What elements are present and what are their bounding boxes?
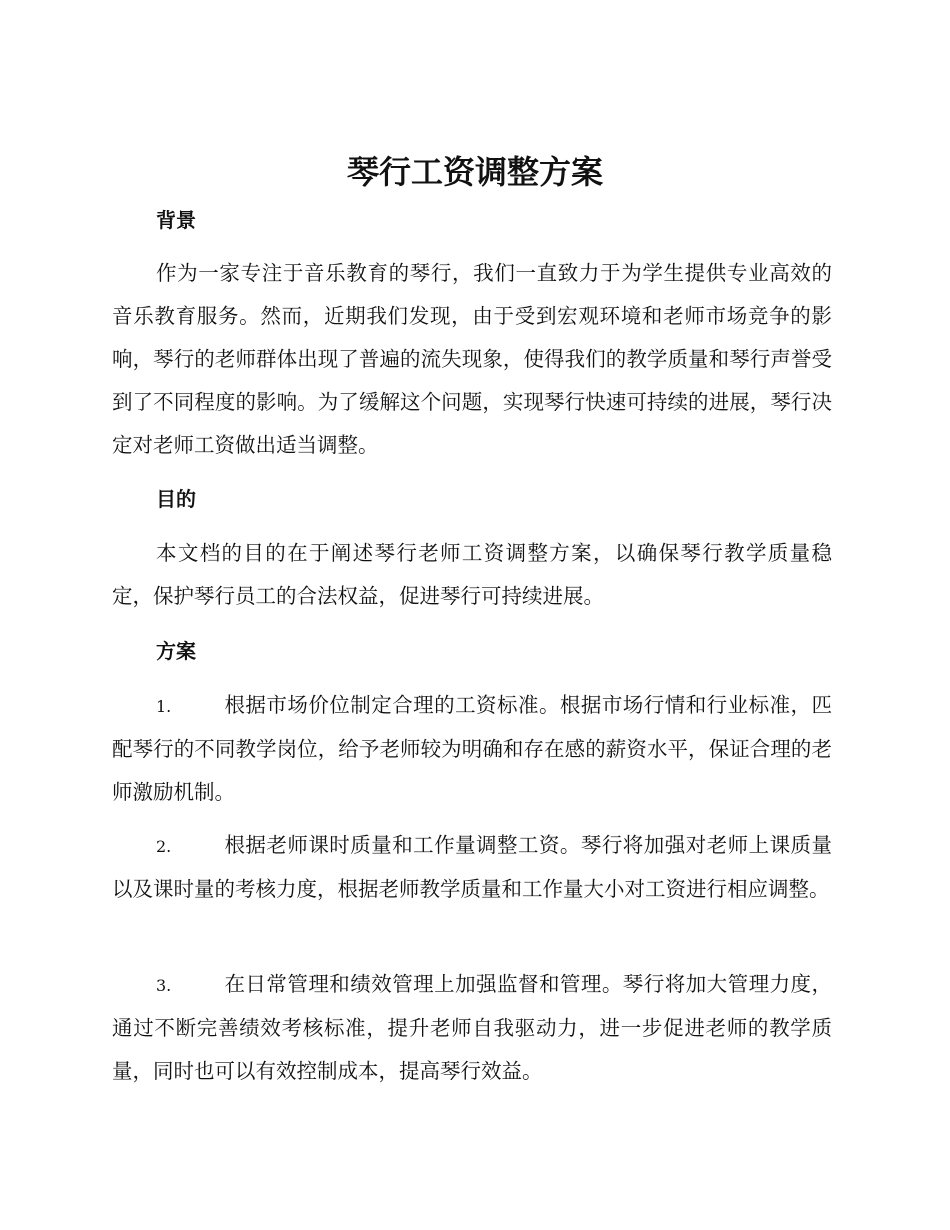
- document-title: 琴行工资调整方案: [346, 153, 603, 191]
- section-heading-plan: 方案: [156, 639, 196, 663]
- background-paragraph: 作为一家专注于音乐教育的琴行，我们一直致力于为学生提供专业高效的音乐教育服务。然而，近期我们发现，由于受到宏观环境和老师市场竞争的影响，琴行的老师群体出现了普遍的流失现象，使得我们的教学质量和琴行声誉受到了不同程度的影响。为了缓解这个问题，实现琴行快速可持续的进展，琴行决定对老师工资做出适当调整。: [112, 261, 832, 457]
- plan-item-number: 2.: [156, 837, 172, 856]
- plan-item-text: 在日常管理和绩效管理上加强监督和管理。琴行将加大管理力度，通过不断完善绩效考核标准，提升老师自我驱动力，进一步促进老师的教学质量，同时也可以有效控制成本，提高琴行效益。: [112, 972, 832, 1083]
- section-heading-background: 背景: [156, 208, 196, 232]
- purpose-paragraph: 本文档的目的在于阐述琴行老师工资调整方案，以确保琴行教学质量稳定，保护琴行员工的合法权益，促进琴行可持续进展。: [112, 541, 832, 608]
- plan-item-number: 3.: [156, 976, 172, 995]
- plan-item: [112, 684, 832, 814]
- section-heading-purpose: 目的: [156, 487, 196, 511]
- plan-item: [112, 824, 832, 911]
- plan-item-text: 根据老师课时质量和工作量调整工资。琴行将加强对老师上课质量以及课时量的考核力度，根据老师教学质量和工作量大小对工资进行相应调整。: [112, 833, 832, 901]
- plan-item-text: 根据市场价位制定合理的工资标准。根据市场行情和行业标准，匹配琴行的不同教学岗位，给予老师较为明确和存在感的薪资水平，保证合理的老师激励机制。: [112, 693, 832, 804]
- plan-item: [112, 963, 832, 1093]
- plan-item-number: 1.: [156, 697, 172, 716]
